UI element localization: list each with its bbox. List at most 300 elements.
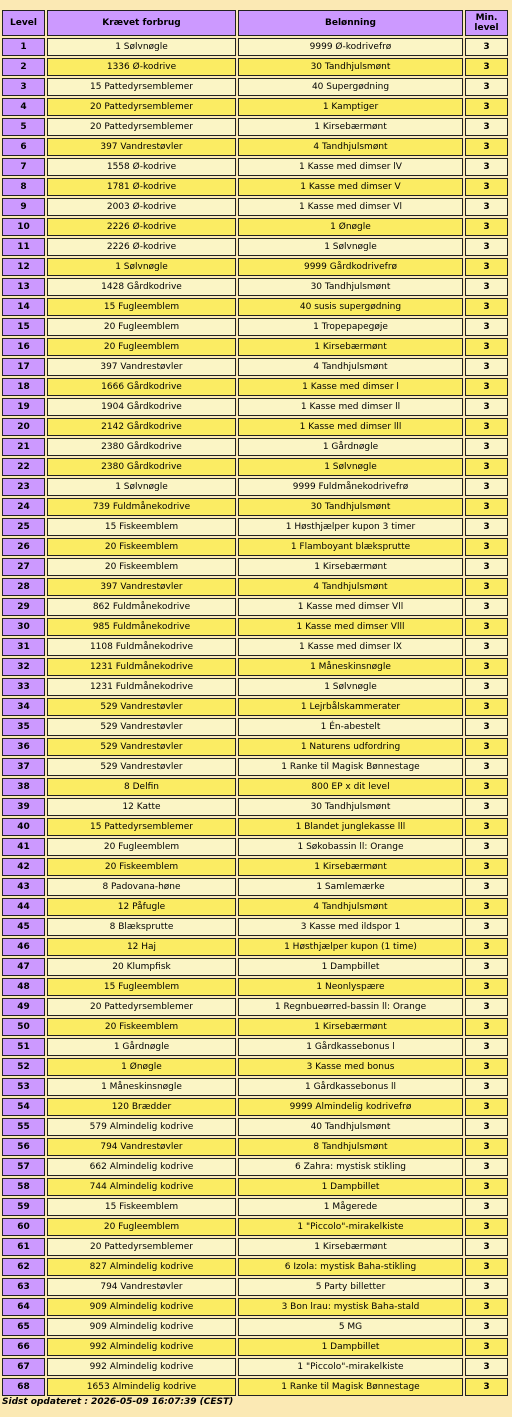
min-level-cell: 3 — [465, 878, 508, 896]
table-row — [2, 58, 508, 76]
reward-cell: 1 Sølvnøgle — [238, 458, 463, 476]
table-row — [2, 338, 508, 356]
table-row — [2, 798, 508, 816]
required-cell: 1 Sølvnøgle — [47, 38, 236, 56]
required-cell: 20 Pattedyrsemblemer — [47, 98, 236, 116]
table-row — [2, 318, 508, 336]
level-cell: 16 — [2, 338, 45, 356]
min-level-cell: 3 — [465, 1218, 508, 1236]
table-row — [2, 978, 508, 996]
required-cell: 1781 Ø-kodrive — [47, 178, 236, 196]
min-level-cell: 3 — [465, 1118, 508, 1136]
table-row — [2, 1018, 508, 1036]
table-row — [2, 378, 508, 396]
table-row — [2, 458, 508, 476]
table-row — [2, 118, 508, 136]
level-cell: 43 — [2, 878, 45, 896]
required-cell: 992 Almindelig kodrive — [47, 1338, 236, 1356]
reward-cell: 40 Supergødning — [238, 78, 463, 96]
table-body — [2, 38, 508, 1396]
level-cell: 28 — [2, 578, 45, 596]
min-level-cell: 3 — [465, 1198, 508, 1216]
reward-cell: 1 "Piccolo"-mirakelkiste — [238, 1218, 463, 1236]
reward-cell: 1 Regnbueørred-bassin ll: Orange — [238, 998, 463, 1016]
table-row — [2, 1098, 508, 1116]
reward-cell: 5 Party billetter — [238, 1278, 463, 1296]
table-row — [2, 238, 508, 256]
level-cell: 25 — [2, 518, 45, 536]
required-cell: 12 Haj — [47, 938, 236, 956]
min-level-cell: 3 — [465, 1078, 508, 1096]
reward-cell: 1 Blandet junglekasse lll — [238, 818, 463, 836]
reward-cell: 4 Tandhjulsmønt — [238, 138, 463, 156]
table-row — [2, 1378, 508, 1396]
required-cell: 1 Gårdnøgle — [47, 1038, 236, 1056]
level-cell: 15 — [2, 318, 45, 336]
level-cell: 32 — [2, 658, 45, 676]
level-cell: 60 — [2, 1218, 45, 1236]
table-row — [2, 398, 508, 416]
min-level-cell: 3 — [465, 938, 508, 956]
min-level-cell: 3 — [465, 838, 508, 856]
reward-cell: 30 Tandhjulsmønt — [238, 798, 463, 816]
level-cell: 51 — [2, 1038, 45, 1056]
min-level-cell: 3 — [465, 1378, 508, 1396]
min-level-cell: 3 — [465, 958, 508, 976]
table-row — [2, 1058, 508, 1076]
required-cell: 2142 Gårdkodrive — [47, 418, 236, 436]
reward-cell: 1 Dampbillet — [238, 1338, 463, 1356]
level-cell: 56 — [2, 1138, 45, 1156]
level-cell: 26 — [2, 538, 45, 556]
header-required: Krævet forbrug — [47, 10, 236, 36]
reward-cell: 1 Kasse med dimser ll — [238, 398, 463, 416]
min-level-cell: 3 — [465, 338, 508, 356]
table-row — [2, 998, 508, 1016]
level-cell: 22 — [2, 458, 45, 476]
reward-cell: 30 Tandhjulsmønt — [238, 278, 463, 296]
required-cell: 15 Pattedyrsemblemer — [47, 818, 236, 836]
min-level-cell: 3 — [465, 1238, 508, 1256]
required-cell: 15 Fiskeemblem — [47, 1198, 236, 1216]
table-row — [2, 958, 508, 976]
table-row — [2, 838, 508, 856]
level-cell: 48 — [2, 978, 45, 996]
header-min-level: Min. level — [465, 10, 508, 36]
reward-cell: 9999 Ø-kodrivefrø — [238, 38, 463, 56]
reward-cell: 1 Kirsebærmønt — [238, 1238, 463, 1256]
min-level-cell: 3 — [465, 598, 508, 616]
table-row — [2, 938, 508, 956]
required-cell: 1558 Ø-kodrive — [47, 158, 236, 176]
min-level-cell: 3 — [465, 198, 508, 216]
reward-cell: 4 Tandhjulsmønt — [238, 578, 463, 596]
table-header-row — [2, 10, 508, 36]
required-cell: 20 Fiskeemblem — [47, 1018, 236, 1036]
level-table — [0, 8, 510, 1398]
reward-cell: 30 Tandhjulsmønt — [238, 58, 463, 76]
required-cell: 985 Fuldmånekodrive — [47, 618, 236, 636]
reward-cell: 3 Kasse med bonus — [238, 1058, 463, 1076]
table-row — [2, 778, 508, 796]
table-row — [2, 578, 508, 596]
min-level-cell: 3 — [465, 658, 508, 676]
level-cell: 66 — [2, 1338, 45, 1356]
min-level-cell: 3 — [465, 1338, 508, 1356]
required-cell: 529 Vandrestøvler — [47, 718, 236, 736]
table-row — [2, 298, 508, 316]
level-cell: 20 — [2, 418, 45, 436]
reward-cell: 1 Søkobassin ll: Orange — [238, 838, 463, 856]
required-cell: 2226 Ø-kodrive — [47, 218, 236, 236]
min-level-cell: 3 — [465, 218, 508, 236]
min-level-cell: 3 — [465, 998, 508, 1016]
reward-cell: 4 Tandhjulsmønt — [238, 898, 463, 916]
reward-cell: 9999 Gårdkodrivefrø — [238, 258, 463, 276]
min-level-cell: 3 — [465, 1138, 508, 1156]
level-cell: 53 — [2, 1078, 45, 1096]
table-row — [2, 1118, 508, 1136]
header-level: Level — [2, 10, 45, 36]
min-level-cell: 3 — [465, 818, 508, 836]
reward-cell: 1 Dampbillet — [238, 958, 463, 976]
reward-cell: 1 Mågerede — [238, 1198, 463, 1216]
required-cell: 579 Almindelig kodrive — [47, 1118, 236, 1136]
table-row — [2, 718, 508, 736]
level-cell: 17 — [2, 358, 45, 376]
reward-cell: 1 Naturens udfordring — [238, 738, 463, 756]
level-cell: 39 — [2, 798, 45, 816]
table-row — [2, 1318, 508, 1336]
level-cell: 6 — [2, 138, 45, 156]
required-cell: 20 Klumpfisk — [47, 958, 236, 976]
reward-cell: 1 Kirsebærmønt — [238, 118, 463, 136]
reward-cell: 1 Kasse med dimser V — [238, 178, 463, 196]
level-cell: 8 — [2, 178, 45, 196]
reward-cell: 1 Neonlyspære — [238, 978, 463, 996]
required-cell: 397 Vandrestøvler — [47, 138, 236, 156]
required-cell: 20 Fiskeemblem — [47, 538, 236, 556]
table-row — [2, 178, 508, 196]
reward-cell: 3 Bon lrau: mystisk Baha-stald — [238, 1298, 463, 1316]
table-row — [2, 1158, 508, 1176]
min-level-cell: 3 — [465, 1298, 508, 1316]
table-row — [2, 1138, 508, 1156]
required-cell: 662 Almindelig kodrive — [47, 1158, 236, 1176]
reward-cell: 1 Én-abestelt — [238, 718, 463, 736]
level-cell: 9 — [2, 198, 45, 216]
level-cell: 33 — [2, 678, 45, 696]
reward-cell: 1 "Piccolo"-mirakelkiste — [238, 1358, 463, 1376]
min-level-cell: 3 — [465, 1018, 508, 1036]
level-cell: 2 — [2, 58, 45, 76]
reward-cell: 4 Tandhjulsmønt — [238, 358, 463, 376]
table-row — [2, 198, 508, 216]
reward-cell: 1 Lejrbålskammerater — [238, 698, 463, 716]
level-cell: 61 — [2, 1238, 45, 1256]
level-cell: 18 — [2, 378, 45, 396]
level-cell: 37 — [2, 758, 45, 776]
min-level-cell: 3 — [465, 138, 508, 156]
required-cell: 8 Blæksprutte — [47, 918, 236, 936]
required-cell: 794 Vandrestøvler — [47, 1278, 236, 1296]
min-level-cell: 3 — [465, 478, 508, 496]
min-level-cell: 3 — [465, 618, 508, 636]
level-cell: 3 — [2, 78, 45, 96]
required-cell: 1108 Fuldmånekodrive — [47, 638, 236, 656]
level-cell: 52 — [2, 1058, 45, 1076]
required-cell: 1231 Fuldmånekodrive — [47, 658, 236, 676]
level-cell: 13 — [2, 278, 45, 296]
min-level-cell: 3 — [465, 58, 508, 76]
required-cell: 20 Fugleemblem — [47, 1218, 236, 1236]
table-row — [2, 1198, 508, 1216]
table-row — [2, 1218, 508, 1236]
level-cell: 54 — [2, 1098, 45, 1116]
required-cell: 2003 Ø-kodrive — [47, 198, 236, 216]
required-cell: 15 Pattedyrsemblemer — [47, 78, 236, 96]
reward-cell: 1 Kamptiger — [238, 98, 463, 116]
last-updated: Sidst opdateret : 2026-05-09 16:07:39 (CEST) — [2, 1397, 234, 1407]
required-cell: 8 Padovana-høne — [47, 878, 236, 896]
table-row — [2, 138, 508, 156]
table-row — [2, 478, 508, 496]
level-cell: 31 — [2, 638, 45, 656]
required-cell: 15 Fugleemblem — [47, 978, 236, 996]
level-cell: 58 — [2, 1178, 45, 1196]
table-row — [2, 1358, 508, 1376]
required-cell: 20 Fugleemblem — [47, 318, 236, 336]
table-row — [2, 518, 508, 536]
table-row — [2, 358, 508, 376]
reward-cell: 1 Samlemærke — [238, 878, 463, 896]
min-level-cell: 3 — [465, 538, 508, 556]
min-level-cell: 3 — [465, 278, 508, 296]
level-cell: 23 — [2, 478, 45, 496]
required-cell: 744 Almindelig kodrive — [47, 1178, 236, 1196]
reward-cell: 1 Sølvnøgle — [238, 238, 463, 256]
required-cell: 20 Pattedyrsemblemer — [47, 1238, 236, 1256]
min-level-cell: 3 — [465, 318, 508, 336]
min-level-cell: 3 — [465, 358, 508, 376]
table-row — [2, 1078, 508, 1096]
level-cell: 45 — [2, 918, 45, 936]
required-cell: 529 Vandrestøvler — [47, 758, 236, 776]
required-cell: 827 Almindelig kodrive — [47, 1258, 236, 1276]
level-cell: 49 — [2, 998, 45, 1016]
reward-cell: 6 Izola: mystisk Baha-stikling — [238, 1258, 463, 1276]
level-cell: 24 — [2, 498, 45, 516]
reward-cell: 1 Gårdkassebonus ll — [238, 1078, 463, 1096]
min-level-cell: 3 — [465, 178, 508, 196]
level-cell: 34 — [2, 698, 45, 716]
required-cell: 1 Måneskinsnøgle — [47, 1078, 236, 1096]
required-cell: 794 Vandrestøvler — [47, 1138, 236, 1156]
table-row — [2, 858, 508, 876]
min-level-cell: 3 — [465, 1058, 508, 1076]
table-row — [2, 438, 508, 456]
min-level-cell: 3 — [465, 458, 508, 476]
reward-cell: 1 Kirsebærmønt — [238, 338, 463, 356]
level-cell: 67 — [2, 1358, 45, 1376]
min-level-cell: 3 — [465, 158, 508, 176]
level-cell: 47 — [2, 958, 45, 976]
table-row — [2, 218, 508, 236]
required-cell: 862 Fuldmånekodrive — [47, 598, 236, 616]
reward-cell: 1 Kasse med dimser lX — [238, 638, 463, 656]
required-cell: 529 Vandrestøvler — [47, 738, 236, 756]
reward-cell: 1 Høsthjælper kupon (1 time) — [238, 938, 463, 956]
reward-cell: 1 Dampbillet — [238, 1178, 463, 1196]
min-level-cell: 3 — [465, 738, 508, 756]
min-level-cell: 3 — [465, 758, 508, 776]
required-cell: 8 Delfin — [47, 778, 236, 796]
min-level-cell: 3 — [465, 1038, 508, 1056]
level-cell: 10 — [2, 218, 45, 236]
reward-cell: 1 Sølvnøgle — [238, 678, 463, 696]
header-reward: Belønning — [238, 10, 463, 36]
table-row — [2, 818, 508, 836]
min-level-cell: 3 — [465, 918, 508, 936]
required-cell: 15 Fugleemblem — [47, 298, 236, 316]
level-cell: 65 — [2, 1318, 45, 1336]
reward-cell: 40 susis supergødning — [238, 298, 463, 316]
reward-cell: 40 Tandhjulsmønt — [238, 1118, 463, 1136]
min-level-cell: 3 — [465, 38, 508, 56]
reward-cell: 1 Ranke til Magisk Bønnestage — [238, 1378, 463, 1396]
level-cell: 68 — [2, 1378, 45, 1396]
reward-cell: 1 Høsthjælper kupon 3 timer — [238, 518, 463, 536]
min-level-cell: 3 — [465, 1258, 508, 1276]
table-row — [2, 878, 508, 896]
min-level-cell: 3 — [465, 98, 508, 116]
min-level-cell: 3 — [465, 398, 508, 416]
level-cell: 5 — [2, 118, 45, 136]
required-cell: 12 Katte — [47, 798, 236, 816]
table-row — [2, 38, 508, 56]
level-cell: 12 — [2, 258, 45, 276]
reward-cell: 8 Tandhjulsmønt — [238, 1138, 463, 1156]
level-cell: 38 — [2, 778, 45, 796]
table-row — [2, 1298, 508, 1316]
reward-cell: 1 Kasse med dimser Vlll — [238, 618, 463, 636]
required-cell: 909 Almindelig kodrive — [47, 1318, 236, 1336]
required-cell: 529 Vandrestøvler — [47, 698, 236, 716]
level-cell: 63 — [2, 1278, 45, 1296]
required-cell: 20 Pattedyrsemblemer — [47, 998, 236, 1016]
min-level-cell: 3 — [465, 438, 508, 456]
min-level-cell: 3 — [465, 78, 508, 96]
required-cell: 397 Vandrestøvler — [47, 578, 236, 596]
level-cell: 29 — [2, 598, 45, 616]
required-cell: 20 Pattedyrsemblemer — [47, 118, 236, 136]
required-cell: 2380 Gårdkodrive — [47, 438, 236, 456]
reward-cell: 6 Zahra: mystisk stikling — [238, 1158, 463, 1176]
level-cell: 36 — [2, 738, 45, 756]
min-level-cell: 3 — [465, 258, 508, 276]
reward-cell: 800 EP x dit level — [238, 778, 463, 796]
table-row — [2, 898, 508, 916]
min-level-cell: 3 — [465, 898, 508, 916]
reward-cell: 1 Tropepapegøje — [238, 318, 463, 336]
table-row — [2, 1038, 508, 1056]
level-cell: 7 — [2, 158, 45, 176]
min-level-cell: 3 — [465, 1318, 508, 1336]
min-level-cell: 3 — [465, 718, 508, 736]
min-level-cell: 3 — [465, 418, 508, 436]
table-row — [2, 678, 508, 696]
table-row — [2, 758, 508, 776]
table-row — [2, 598, 508, 616]
level-cell: 4 — [2, 98, 45, 116]
reward-cell: 1 Kasse med dimser lV — [238, 158, 463, 176]
min-level-cell: 3 — [465, 638, 508, 656]
min-level-cell: 3 — [465, 118, 508, 136]
required-cell: 1666 Gårdkodrive — [47, 378, 236, 396]
table-row — [2, 258, 508, 276]
required-cell: 12 Påfugle — [47, 898, 236, 916]
level-cell: 21 — [2, 438, 45, 456]
required-cell: 739 Fuldmånekodrive — [47, 498, 236, 516]
level-cell: 30 — [2, 618, 45, 636]
required-cell: 20 Fiskeemblem — [47, 558, 236, 576]
reward-cell: 3 Kasse med ildspor 1 — [238, 918, 463, 936]
table-row — [2, 558, 508, 576]
required-cell: 120 Brædder — [47, 1098, 236, 1116]
reward-cell: 1 Ranke til Magisk Bønnestage — [238, 758, 463, 776]
level-cell: 27 — [2, 558, 45, 576]
required-cell: 397 Vandrestøvler — [47, 358, 236, 376]
level-cell: 64 — [2, 1298, 45, 1316]
reward-cell: 30 Tandhjulsmønt — [238, 498, 463, 516]
reward-cell: 5 MG — [238, 1318, 463, 1336]
required-cell: 992 Almindelig kodrive — [47, 1358, 236, 1376]
min-level-cell: 3 — [465, 518, 508, 536]
required-cell: 1 Ønøgle — [47, 1058, 236, 1076]
required-cell: 909 Almindelig kodrive — [47, 1298, 236, 1316]
reward-cell: 1 Gårdnøgle — [238, 438, 463, 456]
table-row — [2, 1278, 508, 1296]
required-cell: 2380 Gårdkodrive — [47, 458, 236, 476]
required-cell: 1 Sølvnøgle — [47, 478, 236, 496]
min-level-cell: 3 — [465, 378, 508, 396]
reward-cell: 1 Flamboyant blæksprutte — [238, 538, 463, 556]
table-row — [2, 1338, 508, 1356]
required-cell: 20 Fiskeemblem — [47, 858, 236, 876]
required-cell: 1336 Ø-kodrive — [47, 58, 236, 76]
required-cell: 2226 Ø-kodrive — [47, 238, 236, 256]
required-cell: 1 Sølvnøgle — [47, 258, 236, 276]
reward-cell: 1 Kasse med dimser Vll — [238, 598, 463, 616]
min-level-cell: 3 — [465, 1098, 508, 1116]
level-cell: 35 — [2, 718, 45, 736]
level-cell: 46 — [2, 938, 45, 956]
min-level-cell: 3 — [465, 238, 508, 256]
level-cell: 41 — [2, 838, 45, 856]
level-cell: 55 — [2, 1118, 45, 1136]
table-row — [2, 918, 508, 936]
reward-cell: 9999 Fuldmånekodrivefrø — [238, 478, 463, 496]
level-cell: 1 — [2, 38, 45, 56]
reward-cell: 1 Ønøgle — [238, 218, 463, 236]
required-cell: 1231 Fuldmånekodrive — [47, 678, 236, 696]
level-cell: 14 — [2, 298, 45, 316]
min-level-cell: 3 — [465, 498, 508, 516]
min-level-cell: 3 — [465, 778, 508, 796]
level-cell: 62 — [2, 1258, 45, 1276]
table-row — [2, 538, 508, 556]
table-row — [2, 98, 508, 116]
